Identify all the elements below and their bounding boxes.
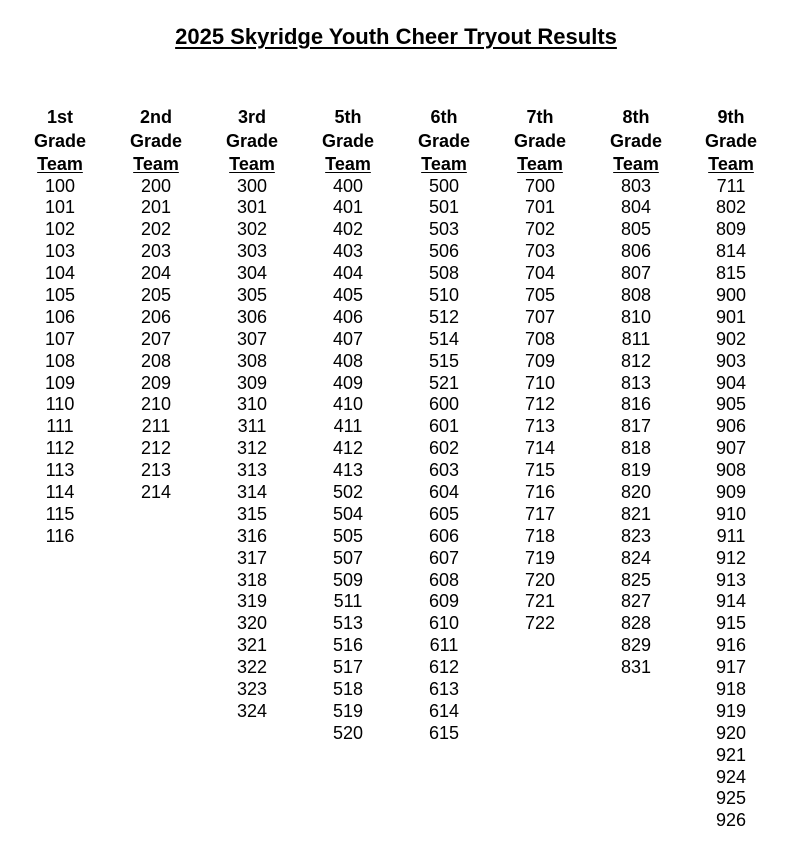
column-header: [396, 106, 492, 177]
tryout-number: 609: [428, 591, 460, 612]
tryout-number: 721: [524, 591, 556, 612]
tryout-number: 602: [428, 438, 460, 459]
tryout-number: 203: [140, 241, 172, 262]
tryout-number: 305: [236, 284, 268, 305]
header-grade-number: 9th: [717, 107, 745, 127]
tryout-number: 708: [524, 328, 556, 349]
tryout-number: 411: [333, 416, 363, 437]
tryout-number: 608: [428, 569, 460, 590]
tryout-number-list: [396, 176, 492, 745]
column-header: [300, 106, 396, 177]
column-6th-grade: [396, 106, 492, 745]
tryout-number: 101: [44, 197, 76, 218]
tryout-number: 811: [621, 328, 651, 349]
tryout-number: 919: [715, 700, 747, 721]
tryout-number: 324: [236, 700, 268, 721]
tryout-number: 704: [524, 263, 556, 284]
tryout-number: 821: [620, 503, 652, 524]
tryout-number: 111: [46, 416, 74, 437]
tryout-number: 304: [236, 263, 268, 284]
tryout-number: 802: [715, 197, 747, 218]
tryout-number: 521: [428, 372, 460, 393]
header-team-word: Team: [37, 154, 83, 174]
tryout-number: 505: [332, 525, 364, 546]
tryout-number: 813: [620, 372, 652, 393]
header-grade-word: Grade: [321, 130, 375, 151]
tryout-number: 909: [715, 481, 747, 502]
tryout-number: 112: [45, 438, 75, 459]
tryout-number: 607: [428, 547, 460, 568]
tryout-number: 814: [715, 241, 747, 262]
header-team-word: Team: [613, 154, 659, 174]
tryout-number: 307: [236, 328, 268, 349]
tryout-number: 827: [620, 591, 652, 612]
tryout-number-list: [300, 176, 396, 745]
tryout-number: 314: [236, 481, 268, 502]
header-team-word: Team: [229, 154, 275, 174]
tryout-number: 714: [524, 438, 556, 459]
tryout-number: 500: [428, 175, 460, 196]
tryout-number: 912: [715, 547, 747, 568]
tryout-number: 516: [332, 635, 364, 656]
tryout-number: 612: [428, 657, 460, 678]
tryout-number: 405: [332, 284, 364, 305]
header-grade-number: 1st: [46, 107, 73, 127]
column-5th-grade: [300, 106, 396, 745]
column-header: [588, 106, 684, 177]
tryout-number: 409: [332, 372, 364, 393]
tryout-number: 717: [524, 503, 556, 524]
tryout-number: 600: [428, 394, 460, 415]
tryout-number: 914: [715, 591, 747, 612]
tryout-number: 812: [620, 350, 652, 371]
tryout-number: 518: [332, 678, 364, 699]
tryout-number: 716: [524, 481, 556, 502]
tryout-number: 413: [332, 460, 364, 481]
tryout-number: 806: [620, 241, 652, 262]
tryout-number: 823: [620, 525, 652, 546]
column-header: [12, 106, 108, 177]
tryout-number: 517: [332, 657, 364, 678]
tryout-number: 711: [716, 175, 746, 196]
tryout-number: 103: [44, 241, 76, 262]
tryout-number-list: [108, 176, 204, 504]
tryout-number: 824: [620, 547, 652, 568]
header-team-word: Team: [517, 154, 563, 174]
tryout-number: 508: [428, 263, 460, 284]
tryout-number: 903: [715, 350, 747, 371]
grade-columns: [0, 106, 800, 856]
tryout-number: 317: [236, 547, 268, 568]
tryout-number-list: [492, 176, 588, 636]
tryout-number: 722: [524, 613, 556, 634]
tryout-number: 511: [333, 591, 363, 612]
tryout-number: 807: [620, 263, 652, 284]
column-7th-grade: [492, 106, 588, 635]
tryout-number: 104: [44, 263, 76, 284]
header-grade-number: 6th: [430, 107, 458, 127]
tryout-number: 715: [524, 460, 556, 481]
tryout-number: 110: [45, 394, 75, 415]
tryout-number: 702: [524, 219, 556, 240]
tryout-number: 406: [332, 306, 364, 327]
header-team-word: Team: [708, 154, 754, 174]
tryout-number: 720: [524, 569, 556, 590]
header-grade-word: Grade: [129, 130, 183, 151]
tryout-number: 917: [715, 657, 747, 678]
tryout-number: 810: [620, 306, 652, 327]
tryout-number: 202: [140, 219, 172, 240]
tryout-number: 907: [715, 438, 747, 459]
column-header: [204, 106, 300, 177]
tryout-number: 312: [236, 438, 268, 459]
tryout-number: 901: [715, 306, 747, 327]
tryout-number: 605: [428, 503, 460, 524]
tryout-number: 301: [236, 197, 268, 218]
tryout-number-list: [588, 176, 684, 679]
tryout-number: 514: [428, 328, 460, 349]
tryout-number: 207: [140, 328, 172, 349]
tryout-number: 407: [332, 328, 364, 349]
tryout-number: 108: [44, 350, 76, 371]
tryout-number: 313: [236, 460, 268, 481]
tryout-number: 910: [715, 503, 747, 524]
column-header: [492, 106, 588, 177]
column-header: [108, 106, 204, 177]
header-team-word: Team: [325, 154, 371, 174]
tryout-number: 606: [428, 525, 460, 546]
tryout-number: 402: [332, 219, 364, 240]
tryout-number: 703: [524, 241, 556, 262]
tryout-number: 509: [332, 569, 364, 590]
tryout-number: 320: [236, 613, 268, 634]
tryout-number: 300: [236, 175, 268, 196]
tryout-number: 410: [332, 394, 364, 415]
column-1st-grade: [12, 106, 108, 548]
header-team-word: Team: [133, 154, 179, 174]
tryout-number: 828: [620, 613, 652, 634]
tryout-number: 805: [620, 219, 652, 240]
tryout-number: 913: [715, 569, 747, 590]
tryout-number: 604: [428, 481, 460, 502]
tryout-number: 322: [236, 657, 268, 678]
tryout-number: 316: [236, 525, 268, 546]
tryout-number: 206: [140, 306, 172, 327]
tryout-number: 908: [715, 460, 747, 481]
tryout-number: 900: [715, 284, 747, 305]
header-grade-word: Grade: [609, 130, 663, 151]
tryout-number: 709: [524, 350, 556, 371]
header-grade-word: Grade: [225, 130, 279, 151]
tryout-number: 817: [620, 416, 652, 437]
tryout-number: 615: [428, 722, 460, 743]
tryout-number: 611: [429, 635, 459, 656]
tryout-number: 323: [236, 678, 268, 699]
tryout-number: 319: [236, 591, 268, 612]
tryout-number: 718: [524, 525, 556, 546]
tryout-number: 803: [620, 175, 652, 196]
tryout-number: 303: [236, 241, 268, 262]
tryout-number: 213: [140, 460, 172, 481]
tryout-number: 506: [428, 241, 460, 262]
tryout-number: 905: [715, 394, 747, 415]
tryout-number: 829: [620, 635, 652, 656]
header-grade-number: 8th: [622, 107, 650, 127]
tryout-number: 501: [428, 197, 460, 218]
tryout-number: 610: [428, 613, 460, 634]
tryout-number: 507: [332, 547, 364, 568]
tryout-number: 408: [332, 350, 364, 371]
tryout-number: 115: [45, 503, 75, 524]
tryout-number: 403: [332, 241, 364, 262]
column-2nd-grade: [108, 106, 204, 504]
tryout-number: 815: [715, 263, 747, 284]
tryout-number: 825: [620, 569, 652, 590]
tryout-number: 601: [428, 416, 460, 437]
tryout-number: 308: [236, 350, 268, 371]
tryout-number: 816: [620, 394, 652, 415]
tryout-number: 713: [524, 416, 556, 437]
tryout-number: 210: [140, 394, 172, 415]
tryout-number: 105: [44, 284, 76, 305]
tryout-number: 321: [236, 635, 268, 656]
tryout-number: 107: [44, 328, 76, 349]
tryout-number: 515: [428, 350, 460, 371]
tryout-number: 700: [524, 175, 556, 196]
header-grade-word: Grade: [417, 130, 471, 151]
tryout-number: 315: [236, 503, 268, 524]
tryout-number: 310: [236, 394, 268, 415]
tryout-number: 318: [236, 569, 268, 590]
tryout-number: 707: [524, 306, 556, 327]
tryout-number: 603: [428, 460, 460, 481]
tryout-number: 504: [332, 503, 364, 524]
tryout-number: 306: [236, 306, 268, 327]
header-grade-number: 3rd: [237, 107, 266, 127]
tryout-number: 106: [44, 306, 76, 327]
tryout-number: 926: [715, 810, 747, 831]
tryout-number: 113: [45, 460, 75, 481]
column-9th-grade: [683, 106, 779, 832]
tryout-number: 114: [45, 481, 75, 502]
tryout-number: 400: [332, 175, 364, 196]
tryout-number: 831: [620, 657, 652, 678]
tryout-number: 804: [620, 197, 652, 218]
tryout-number: 921: [715, 744, 747, 765]
tryout-number: 100: [44, 175, 76, 196]
tryout-number: 302: [236, 219, 268, 240]
tryout-number: 209: [140, 372, 172, 393]
header-grade-number: 2nd: [139, 107, 172, 127]
column-header: [683, 106, 779, 177]
tryout-number: 309: [236, 372, 268, 393]
tryout-number: 902: [715, 328, 747, 349]
tryout-number: 204: [140, 263, 172, 284]
column-8th-grade: [588, 106, 684, 679]
tryout-number: 915: [715, 613, 747, 634]
tryout-number: 819: [620, 460, 652, 481]
tryout-number: 705: [524, 284, 556, 305]
tryout-number: 401: [332, 197, 364, 218]
tryout-number: 904: [715, 372, 747, 393]
tryout-number-list: [204, 176, 300, 723]
header-grade-number: 7th: [526, 107, 554, 127]
tryout-number: 200: [140, 175, 172, 196]
tryout-number: 503: [428, 219, 460, 240]
tryout-number: 918: [715, 678, 747, 699]
tryout-number: 116: [45, 525, 75, 546]
tryout-number: 519: [332, 700, 364, 721]
page-title: 2025 Skyridge Youth Cheer Tryout Results: [175, 24, 617, 49]
tryout-number: 906: [715, 416, 747, 437]
tryout-number: 809: [715, 219, 747, 240]
tryout-number: 818: [620, 438, 652, 459]
tryout-number: 710: [524, 372, 556, 393]
tryout-number: 102: [44, 219, 76, 240]
tryout-number-list: [683, 176, 779, 833]
tryout-number: 920: [715, 722, 747, 743]
tryout-number-list: [12, 176, 108, 548]
tryout-number: 916: [715, 635, 747, 656]
tryout-number: 911: [716, 525, 746, 546]
tryout-number: 311: [237, 416, 267, 437]
tryout-number: 205: [140, 284, 172, 305]
column-3rd-grade: [204, 106, 300, 723]
tryout-number: 212: [140, 438, 172, 459]
tryout-number: 513: [332, 613, 364, 634]
tryout-number: 512: [428, 306, 460, 327]
tryout-number: 404: [332, 263, 364, 284]
tryout-number: 924: [715, 766, 747, 787]
header-grade-word: Grade: [513, 130, 567, 151]
tryout-number: 510: [428, 284, 460, 305]
tryout-number: 412: [332, 438, 364, 459]
tryout-number: 520: [332, 722, 364, 743]
tryout-number: 211: [141, 416, 171, 437]
header-grade-word: Grade: [704, 130, 758, 151]
tryout-number: 502: [332, 481, 364, 502]
header-grade-number: 5th: [334, 107, 362, 127]
tryout-number: 820: [620, 481, 652, 502]
tryout-number: 712: [524, 394, 556, 415]
tryout-number: 925: [715, 788, 747, 809]
tryout-number: 719: [524, 547, 556, 568]
tryout-number: 214: [140, 481, 172, 502]
header-team-word: Team: [421, 154, 467, 174]
header-grade-word: Grade: [33, 130, 87, 151]
tryout-number: 613: [428, 678, 460, 699]
tryout-number: 808: [620, 284, 652, 305]
tryout-number: 109: [44, 372, 76, 393]
tryout-number: 614: [428, 700, 460, 721]
tryout-number: 201: [140, 197, 172, 218]
tryout-number: 208: [140, 350, 172, 371]
tryout-number: 701: [524, 197, 556, 218]
